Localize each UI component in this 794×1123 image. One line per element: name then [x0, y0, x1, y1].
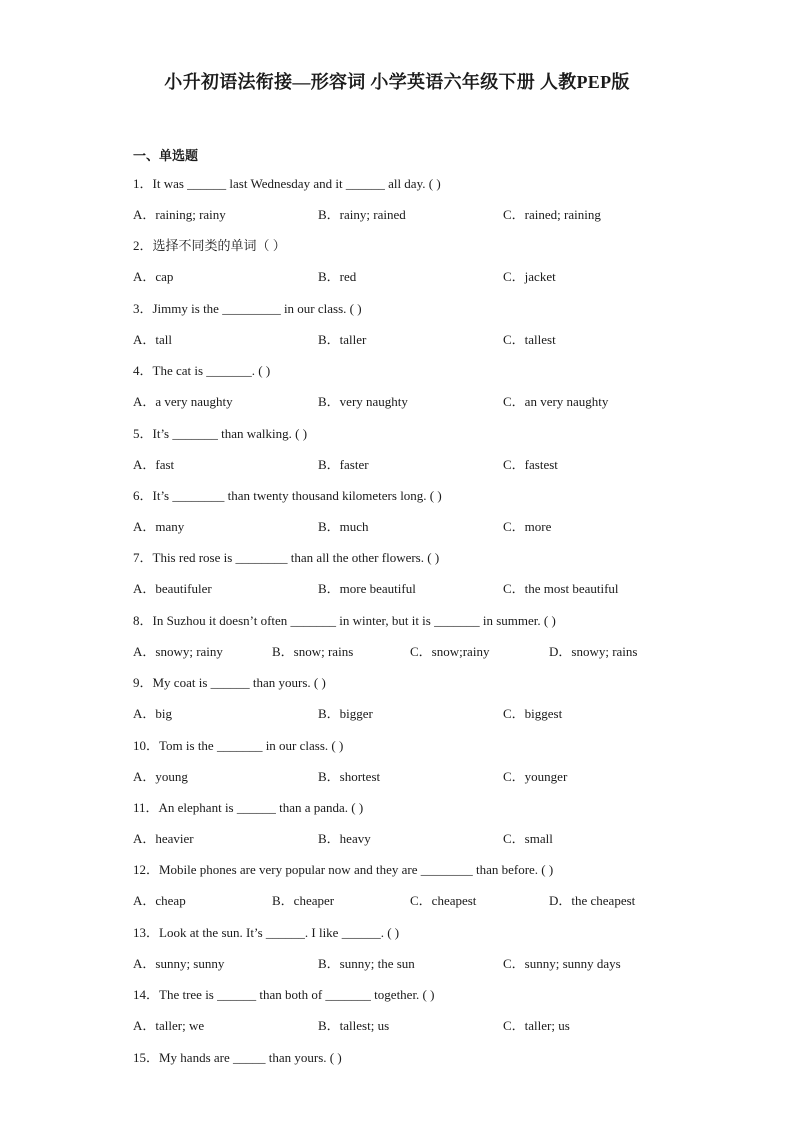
- answer-option[interactable]: A．taller; we: [133, 1018, 205, 1034]
- answer-option[interactable]: B．shortest: [318, 768, 381, 784]
- answer-option[interactable]: A．young: [133, 768, 188, 784]
- section-heading: 一、单选题: [133, 148, 199, 163]
- answer-options: [133, 766, 673, 784]
- answer-option[interactable]: B．much: [318, 519, 369, 534]
- question-stem: 2．选择不同类的单词（ ）: [133, 238, 286, 254]
- answer-option[interactable]: C．fastest: [503, 456, 558, 472]
- answer-option[interactable]: B．taller: [318, 331, 367, 347]
- answer-options: [133, 329, 673, 347]
- question-stem: 14．The tree is ______ than both of _______ together. ( ): [133, 987, 435, 1003]
- answer-options: [133, 516, 673, 534]
- answer-option[interactable]: D．the cheapest: [549, 893, 636, 909]
- answer-option[interactable]: A．heavier: [133, 831, 194, 846]
- question-stem: 4．The cat is _______. ( ): [133, 363, 271, 379]
- question-stem: 10．Tom is the _______ in our class. ( ): [133, 737, 344, 753]
- answer-option[interactable]: C．younger: [503, 768, 568, 784]
- answer-option[interactable]: C．tallest: [503, 331, 556, 347]
- answer-options: [133, 953, 673, 971]
- answer-option[interactable]: B．faster: [318, 456, 369, 472]
- answer-option[interactable]: C．cheapest: [410, 893, 477, 909]
- answer-option[interactable]: C．taller; us: [503, 1018, 570, 1034]
- answer-options: [133, 641, 673, 659]
- answer-options: [133, 890, 673, 908]
- answer-option[interactable]: B．more beautiful: [318, 581, 416, 597]
- answer-option[interactable]: B．very naughty: [318, 394, 408, 410]
- question-stem: 12．Mobile phones are very popular now and they are ________ than before. ( ): [133, 862, 554, 878]
- answer-options: [133, 1015, 673, 1033]
- answer-option[interactable]: B．sunny; the sun: [318, 955, 415, 971]
- question-stem: 9．My coat is ______ than yours. ( ): [133, 675, 326, 691]
- answer-option[interactable]: A．cap: [133, 269, 174, 285]
- answer-option[interactable]: A．snowy; rainy: [133, 643, 223, 659]
- answer-option[interactable]: A．fast: [133, 456, 175, 472]
- answer-option[interactable]: C．snow;rainy: [410, 643, 490, 659]
- answer-option[interactable]: B．cheaper: [272, 893, 335, 909]
- answer-option[interactable]: A．big: [133, 706, 173, 722]
- answer-options: [133, 454, 673, 472]
- question-stem: 15．My hands are _____ than yours. ( ): [133, 1049, 342, 1065]
- answer-option[interactable]: C．rained; raining: [503, 207, 601, 222]
- answer-option[interactable]: A．tall: [133, 331, 172, 347]
- question-stem: 7．This red rose is ________ than all the other flowers. ( ): [133, 550, 440, 566]
- answer-option[interactable]: C．jacket: [503, 269, 556, 285]
- answer-option[interactable]: B．heavy: [318, 831, 371, 846]
- answer-option[interactable]: A．sunny; sunny: [133, 955, 225, 971]
- question-stem: 1．It was ______ last Wednesday and it ______ all day. ( ): [133, 176, 441, 191]
- answer-option[interactable]: B．rainy; rained: [318, 207, 406, 222]
- answer-options: [133, 391, 673, 409]
- answer-options: [133, 578, 673, 596]
- answer-option[interactable]: C．biggest: [503, 706, 563, 722]
- answer-options: [133, 703, 673, 721]
- answer-option[interactable]: C．more: [503, 519, 552, 534]
- answer-option[interactable]: B．tallest; us: [318, 1018, 390, 1034]
- answer-option[interactable]: A．raining; rainy: [133, 207, 226, 222]
- answer-option[interactable]: A．a very naughty: [133, 394, 233, 410]
- question-stem: 8．In Suzhou it doesn’t often _______ in winter, but it is _______ in summer. ( ): [133, 612, 556, 628]
- answer-option[interactable]: A．many: [133, 519, 185, 534]
- page-title: 小升初语法衔接—形容词 小学英语六年级下册 人教PEP版: [164, 72, 630, 92]
- answer-option[interactable]: A．beautifuler: [133, 581, 212, 597]
- answer-option[interactable]: C．an very naughty: [503, 394, 609, 410]
- answer-options: [133, 204, 673, 222]
- answer-option[interactable]: B．snow; rains: [272, 643, 354, 659]
- answer-option[interactable]: A．cheap: [133, 893, 186, 909]
- answer-option[interactable]: C．sunny; sunny days: [503, 955, 621, 971]
- question-stem: 3．Jimmy is the _________ in our class. ( ): [133, 300, 362, 316]
- question-stem: 6．It’s ________ than twenty thousand kilometers long. ( ): [133, 488, 442, 503]
- answer-options: [133, 828, 673, 846]
- answer-option[interactable]: B．red: [318, 269, 357, 285]
- answer-option[interactable]: B．bigger: [318, 706, 373, 722]
- question-stem: 11．An elephant is ______ than a panda. ( ): [133, 800, 364, 815]
- answer-options: [133, 266, 673, 284]
- question-stem: 5．It’s _______ than walking. ( ): [133, 425, 308, 441]
- answer-option[interactable]: C．small: [503, 831, 553, 846]
- answer-option[interactable]: D．snowy; rains: [549, 643, 638, 659]
- question-stem: 13．Look at the sun. It’s ______. I like ______. ( ): [133, 924, 400, 940]
- answer-option[interactable]: C．the most beautiful: [503, 581, 619, 597]
